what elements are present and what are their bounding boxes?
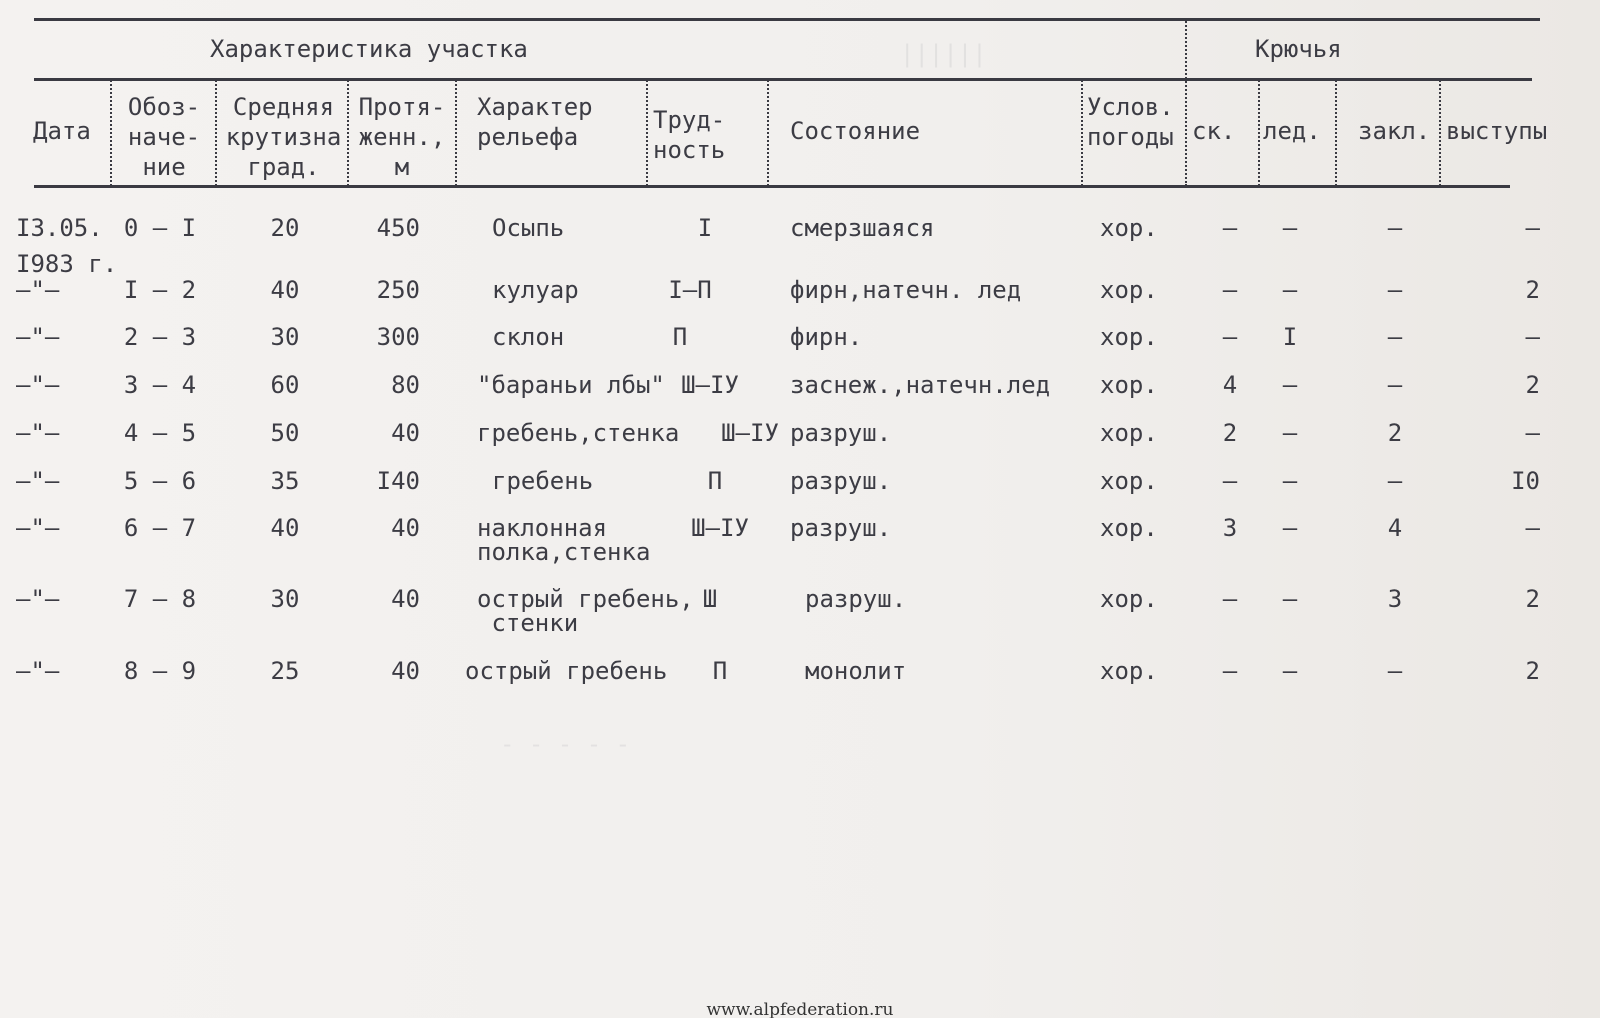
cell-mark: 7 – 8 [123,585,197,613]
cell-difficulty: Ш–IУ [721,419,779,447]
cell-mark: 0 – I [123,214,197,242]
cell-length: 40 [391,657,420,685]
cell-ice-hooks: – [1282,585,1298,613]
cell-weather: хор. [1100,371,1158,399]
cell-difficulty: Ш–IУ [681,371,739,399]
cell-ledges: I0 [1511,467,1540,495]
column-separator [347,80,349,186]
cell-rock-hooks: 2 [1222,419,1238,447]
cell-relief: гребень,стенка [477,419,680,447]
group-header-section: Характеристика участка [210,35,528,63]
group-header-hooks: Крючья [1255,35,1342,63]
cell-relief: острый гребень [465,657,668,685]
cell-ledges: – [1525,323,1540,351]
cell-bolts: – [1387,657,1403,685]
cell-ice-hooks: – [1282,657,1298,685]
cell-ledges: 2 [1525,657,1540,685]
cell-slope: 20 [270,214,300,242]
column-header-mark: Обоз- наче- ние [127,93,201,181]
column-header-difficulty: Труд- ность [653,106,726,164]
table-header-rule [34,185,1510,188]
cell-slope: 40 [270,276,300,304]
cell-date: –"– [16,657,60,685]
column-header-rock-hooks: ск. [1192,117,1236,145]
cell-difficulty: П [707,467,723,495]
cell-date: –"– [16,276,60,304]
column-header-slope: Средняя крутизна град. [225,93,342,181]
column-separator [110,80,112,186]
cell-ice-hooks: – [1282,514,1298,542]
cell-length: 250 [376,276,420,304]
cell-bolts: 3 [1387,585,1403,613]
cell-ice-hooks: – [1282,467,1298,495]
cell-bolts: – [1387,371,1403,399]
cell-date: –"– [16,514,60,542]
column-header-relief: Характер рельефа [477,93,593,151]
cell-condition: разруш. [805,585,907,613]
cell-date: –"– [16,323,60,351]
cell-relief: кулуар [492,276,579,304]
cell-condition: монолит [805,657,907,685]
column-separator [1185,18,1187,186]
cell-ice-hooks: – [1282,371,1298,399]
cell-mark: 5 – 6 [123,467,197,495]
cell-rock-hooks: – [1222,657,1238,685]
column-separator [455,80,457,186]
cell-length: 40 [391,419,420,447]
cell-slope: 30 [270,323,300,351]
cell-ice-hooks: – [1282,419,1298,447]
column-separator [1439,80,1441,186]
cell-relief: Осыпь [492,214,565,242]
cell-condition: фирн. [790,323,863,351]
cell-condition: разруш. [790,514,892,542]
cell-slope: 50 [270,419,300,447]
cell-relief: склон [492,323,565,351]
cell-length: 40 [391,514,420,542]
cell-date: –"– [16,585,60,613]
cell-bolts: 4 [1387,514,1403,542]
cell-difficulty: П [712,657,728,685]
column-header-bolts: закл. [1358,117,1431,145]
cell-weather: хор. [1100,323,1158,351]
watermark-url: www.alpfederation.ru [706,1000,894,1018]
cell-weather: хор. [1100,514,1158,542]
column-header-ledges: выступы [1446,117,1548,145]
cell-condition: разруш. [790,467,892,495]
cell-mark: 6 – 7 [123,514,197,542]
cell-rock-hooks: – [1222,323,1238,351]
column-separator [1081,80,1083,186]
table-subheader-rule [34,78,1532,81]
column-header-weather: Услов. погоды [1087,93,1174,151]
cell-date: –"– [16,467,60,495]
column-separator [1258,80,1260,186]
table-top-rule [34,18,1540,21]
cell-ledges: 2 [1525,371,1540,399]
cell-relief: наклонная полка,стенка [477,514,651,566]
cell-difficulty: Ш–IУ [691,514,749,542]
cell-rock-hooks: – [1222,585,1238,613]
cell-bolts: – [1387,214,1403,242]
cell-weather: хор. [1100,657,1158,685]
cell-ledges: 2 [1525,585,1540,613]
document-page: |||||| - - - - - Характеристика участка Крючья Дата Обоз- наче- ние Средняя крутизна град. Протя- женн., м Характер рельефа Труд- ность Состояние Услов. погоды ск. лед. закл. выступы I3.05. I983 г. 0 – I 20 450 Осыпь I смерзшаяся хор. – – – – –"– I – 2 40 250 кулуар I–П фирн,натечн. лед хор. – – – 2 –"– 2 – 3 30 300 склон П фирн. хор. – I – – –"– 3 – 4 60 80 "бараньи лбы" Ш–IУ заснеж.,натечн.лед хор. 4 – – 2 –"– 4 – 5 50 40 гребень,стенка Ш–IУ разруш. хор. 2 – 2 – –"– 5 – 6 35 I40 гребень П разруш. хор. – – – I0 –"– 6 – 7 40 40 наклонная полка,стенка Ш–IУ разруш. хор. 3 – 4 – –"– 7 – 8 30 40 острый гребень, стенки Ш разруш. хор. – – 3 2 –"– 8 – 9 25 40 острый гребень П монолит хор. – – – 2 www.alpfederation.ru [0,0,1600,1018]
cell-length: I40 [376,467,420,495]
cell-slope: 60 [270,371,300,399]
cell-condition: фирн,натечн. лед [790,276,1022,304]
cell-relief: гребень [492,467,594,495]
cell-mark: 4 – 5 [123,419,197,447]
cell-length: 450 [376,214,420,242]
cell-ledges: 2 [1525,276,1540,304]
column-header-condition: Состояние [790,117,921,145]
cell-length: 300 [376,323,420,351]
cell-mark: 8 – 9 [123,657,197,685]
cell-rock-hooks: 4 [1222,371,1238,399]
cell-ledges: – [1525,514,1540,542]
cell-slope: 25 [270,657,300,685]
cell-ledges: – [1525,214,1540,242]
column-separator [646,80,648,186]
cell-condition: заснеж.,натечн.лед [790,371,1051,399]
cell-slope: 40 [270,514,300,542]
cell-difficulty: I [697,214,713,242]
cell-rock-hooks: 3 [1222,514,1238,542]
cell-bolts: – [1387,276,1403,304]
cell-mark: 3 – 4 [123,371,197,399]
cell-bolts: 2 [1387,419,1403,447]
cell-bolts: – [1387,323,1403,351]
cell-length: 40 [391,585,420,613]
cell-weather: хор. [1100,419,1158,447]
cell-weather: хор. [1100,214,1158,242]
column-header-length: Протя- женн., м [358,93,446,181]
cell-mark: 2 – 3 [123,323,197,351]
cell-bolts: – [1387,467,1403,495]
cell-date: –"– [16,419,60,447]
cell-rock-hooks: – [1222,467,1238,495]
cell-mark: I – 2 [123,276,197,304]
cell-date: I3.05. I983 г. [16,214,118,278]
cell-difficulty: П [672,323,688,351]
cell-condition: смерзшаяся [790,214,935,242]
cell-ice-hooks: I [1282,323,1298,351]
cell-weather: хор. [1100,585,1158,613]
cell-weather: хор. [1100,276,1158,304]
cell-relief: "бараньи лбы" [477,371,665,399]
column-separator [767,80,769,186]
cell-weather: хор. [1100,467,1158,495]
cell-date: –"– [16,371,60,399]
column-header-date: Дата [33,117,91,145]
column-separator [1335,80,1337,186]
column-header-ice-hooks: лед. [1263,117,1321,145]
cell-ice-hooks: – [1282,214,1298,242]
cell-rock-hooks: – [1222,276,1238,304]
cell-relief: острый гребень, стенки [477,585,694,637]
column-separator [215,80,217,186]
cell-rock-hooks: – [1222,214,1238,242]
cell-difficulty: Ш [702,585,718,613]
cell-slope: 30 [270,585,300,613]
cell-difficulty: I–П [668,276,712,304]
cell-condition: разруш. [790,419,892,447]
cell-slope: 35 [270,467,300,495]
cell-ledges: – [1525,419,1540,447]
cell-ice-hooks: – [1282,276,1298,304]
cell-length: 80 [391,371,420,399]
